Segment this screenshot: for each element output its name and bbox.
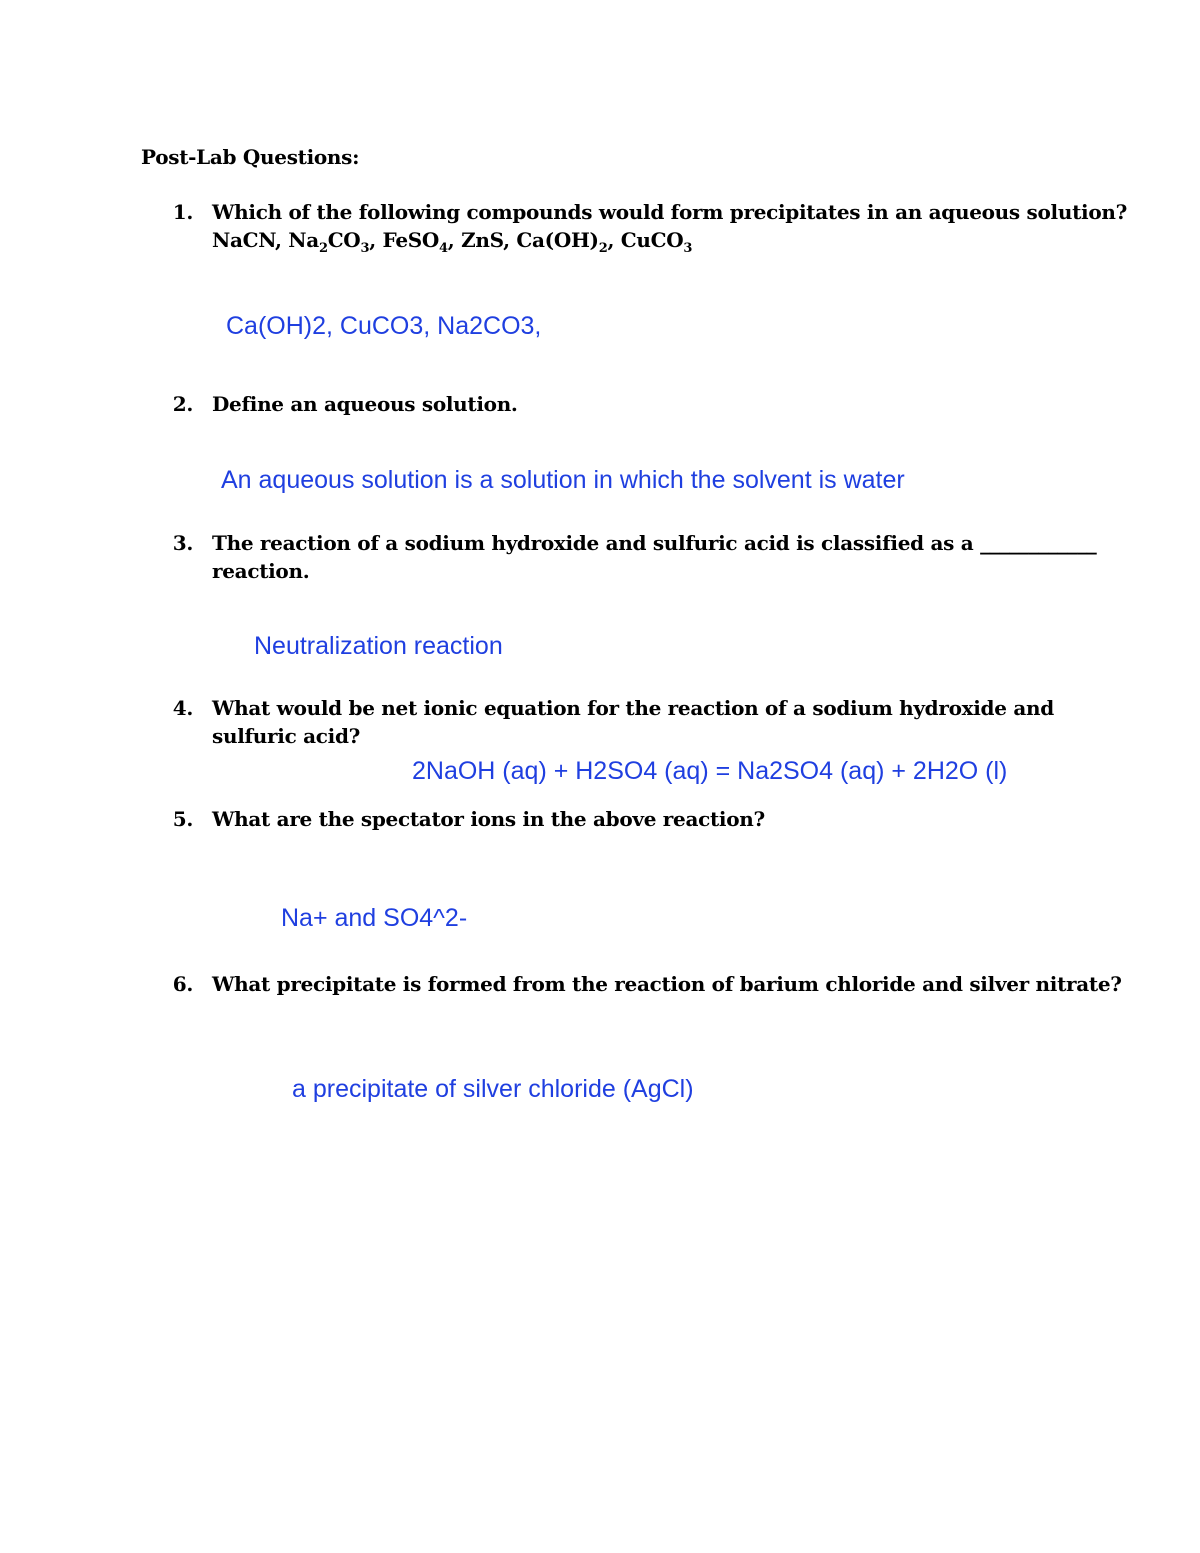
question-text: What would be net ionic equation for the reaction of a sodium hydroxide and — [212, 696, 1054, 720]
question-text-continued: sulfuric acid? — [212, 724, 361, 748]
question-text: What precipitate is formed from the reaction of barium chloride and silver nitrate? — [212, 972, 1122, 996]
answer-text: Na+ and SO4^2- — [281, 904, 468, 932]
page-title: Post-Lab Questions: — [141, 145, 360, 169]
answer-text: An aqueous solution is a solution in which the solvent is water — [221, 466, 905, 494]
question-number: 2. — [172, 392, 193, 416]
question-text: What are the spectator ions in the above reaction? — [212, 807, 765, 831]
question-number: 5. — [172, 807, 193, 831]
question-number: 1. — [172, 200, 193, 224]
question-compounds: NaCN, $Na_2CO_3$, FeSO$_4$, ZnS, $Ca(OH)_2$, CuCO$_3$ — [212, 228, 693, 256]
answer-text: 2NaOH (aq) + H2SO4 (aq) = Na2SO4 (aq) + 2H2O (l) — [412, 757, 1008, 785]
answer-text: Neutralization reaction — [254, 632, 503, 660]
answer-text: Ca(OH)2, CuCO3, Na2CO3, — [226, 312, 542, 340]
question-number: 4. — [172, 696, 193, 720]
question-number: 6. — [172, 972, 193, 996]
question-text: Which of the following compounds would form precipitates in an aqueous solution? — [212, 200, 1128, 224]
question-text-continued: reaction. — [212, 559, 310, 583]
question-text: The reaction of a sodium hydroxide and sulfuric acid is classified as a ____________ — [212, 531, 1097, 555]
answer-text: a precipitate of silver chloride (AgCl) — [292, 1075, 694, 1103]
question-number: 3. — [172, 531, 193, 555]
question-text: Define an aqueous solution. — [212, 392, 518, 416]
